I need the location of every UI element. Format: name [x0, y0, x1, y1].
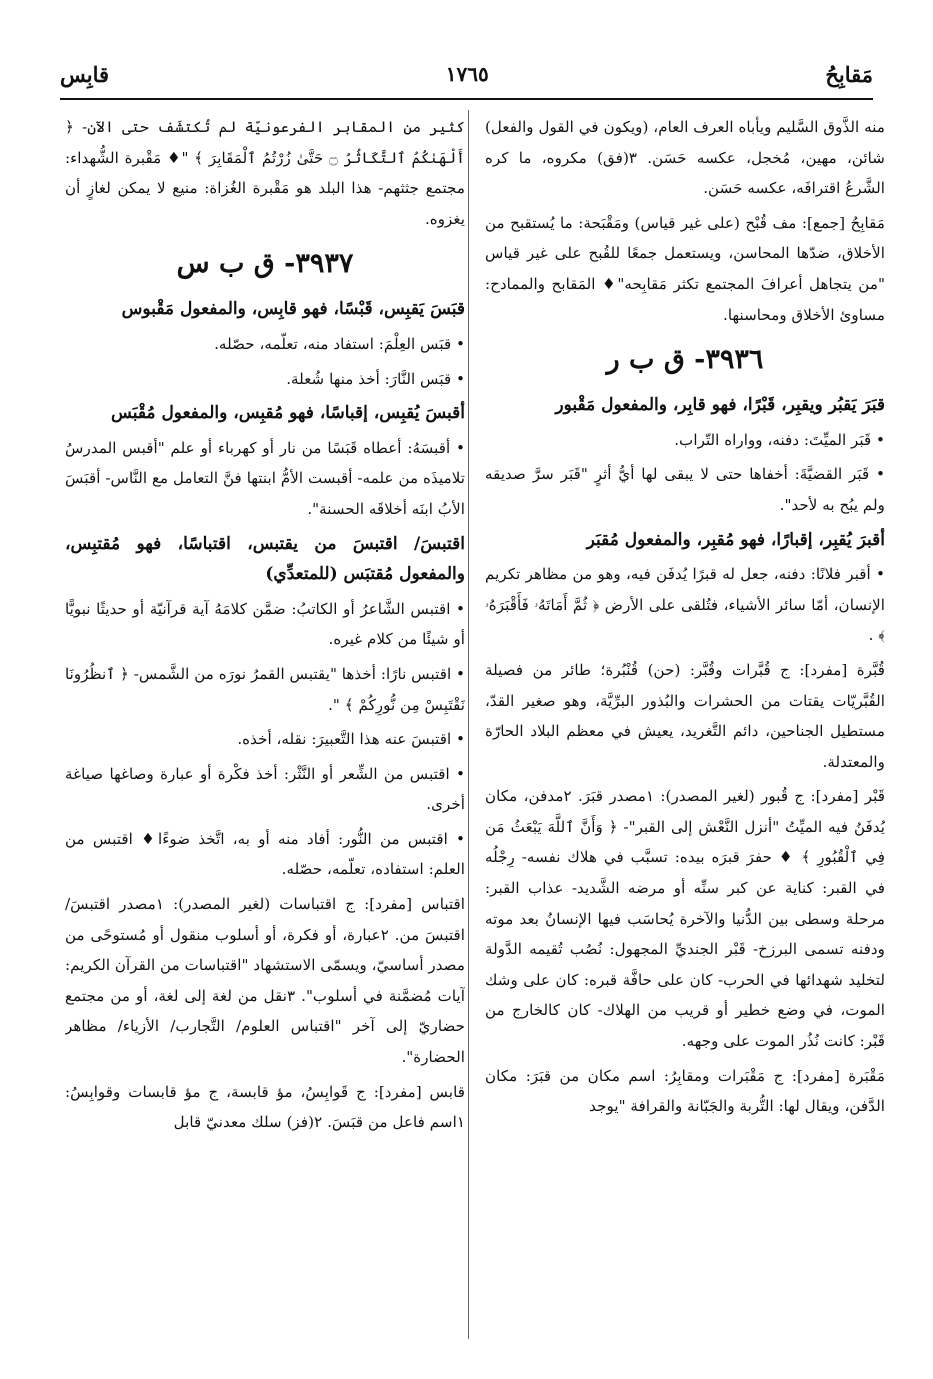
- verb-heading: أقبسَ يُقبِس، إقباسًا، فهو مُقبِس، والمفعول مُقْبَس: [111, 403, 465, 424]
- sense-item: • اقتبس من الشِّعر أو النَّثْر: أخذ فكْرة أو عبارة وصاغها صياغة أخرى.: [65, 764, 465, 814]
- left-column: [65, 112, 465, 1339]
- sense-item: • قَبَر القضيَّةَ: أخفاها حتى لا يبقى لها أيُّ أثرٍ "قَبَر سرَّ صديقه ولم يبُح به لأحد".: [485, 465, 885, 514]
- entry-text: قابس [مفرد]: ج قَوابِسُ، مؤ قابسة، ج مؤ قابسات وقوابِسُ: ١اسم فاعل من قبَسَ. ٢(فز) سلك معدنيّ قابل: [65, 1082, 465, 1132]
- verb-heading: قبَسَ يَقبِس، قَبْسًا، فهو قابِس، والمفعول مَقْبوس: [121, 299, 465, 320]
- page-header: [60, 54, 873, 94]
- header-left-word: قابِس: [60, 61, 110, 87]
- entry-text: مَقْبَرة [مفرد]: ج مَقْبَرات ومقابِرُ: اسم مكان من قبَرَ: مكان الدَّفن، ويقال لها: التُّربة والجَبّانة والقرافة "يوجد: [485, 1066, 885, 1116]
- column-separator: [468, 110, 469, 1339]
- sense-item: • قَبَر الميِّتَ: دفنه، وواراه التّراب.: [674, 430, 885, 449]
- verb-heading: أقبرَ يُقبِر، إقبارًا، فهو مُقبِر، والمفعول مُقبَر: [586, 529, 885, 550]
- entry-text: منه الذَّوق السَّليم ويأباه العرف العام، (ويكون في القول والفعل) شائن، مهين، مُخجل، عكسه حَسَن. ٣(فق) مكروه، ما كره الشَّرعُ اقترافَه، عكسه حَسَن.: [485, 118, 885, 198]
- verb-heading: اقتبسَ/ اقتبسَ من يقتبس، اقتباسًا، فهو مُقتبِس، والمفعول مُقتبَس (للمتعدِّي): [65, 533, 465, 585]
- root-heading: ٣٩٣٧- ق ب س: [176, 248, 354, 280]
- verb-heading: قبَرَ يَقبُر ويقبِر، قَبْرًا، فهو قابِر، والمفعول مَقْبور: [555, 395, 885, 416]
- entry-text: قُبَّرة [مفرد]: ج قُبَّرات وقُبَّر: (حن) قُنْبُرة؛ طائر من فصيلة القُبَّريّات يقتات من الحشرات والبُذور البرِّيَّة، وهو صغير القدّ، مستطيل الجناحين، دائم التَّغريد، يعيش في معظم البلاد الحارّة والمعتدلة.: [485, 660, 885, 771]
- page-number: ١٧٦٥: [445, 62, 489, 86]
- sense-item: • قبَس النَّارَ: أخذ منها شُعلة.: [286, 369, 465, 388]
- sense-item: • اقتبس الشَّاعرُ أو الكاتبُ: ضمَّن كلامَهُ آية قرآنيّة أو حديثًا نبويًّا أو شيئًا من كلام غيره.: [65, 599, 465, 649]
- header-right-word: مَقابِحُ: [825, 61, 873, 87]
- sense-item: • اقتبس نارًا: أخذها "يقتبس القمرُ نورَه من الشَّمس- ﴿ ٱنظُرُونَا نَقْتَبِسْ مِن نُّورِكُمْ ﴾ ".: [65, 664, 465, 714]
- entry-text: اقتباس [مفرد]: ج اقتباسات (لغير المصدر): ١مصدر اقتبسَ/ اقتبسَ من. ٢عبارة، أو فكرة، أو أسلوب منقول أو مُستوحًى من مصدر أساسيّ، ويسمّى الاستشهاد "اقتباسات من القرآن الكريم: آيات مُضمَّنة في أسلوب". ٣نقل من لغة إلى لغة، أو من مجتمع حضاريّ إلى آخر "اقتباس العلوم/ التَّجارب/ الأزياء/ مظاهر الحضارة".: [65, 895, 465, 1067]
- sense-item: • أقبسَهُ: أعطاه قَبَسًا من نار أو كهرباء أو علم "أقبس المدرسُ تلاميذَه من علمه- أقبست الأمُّ ابنتها فنَّ التعامل مع النَّاس- أقبَسَ الأبُ ابنَه أخلاقَه الحسنة".: [65, 438, 465, 518]
- root-heading: ٣٩٣٦- ق ب ر: [606, 344, 764, 376]
- header-rule: [60, 98, 873, 100]
- sense-item: • اقتبس من النُّور: أفاد منه أو به، اتَّخذ ضوءًا♦ اقتبس من العلم: استفاده، تعلّمه، حصّله.: [65, 829, 465, 879]
- sense-item: • أقبر فلانًا: دفنه، جعل له قبرًا يُدفَن فيه، وهو من مظاهر تكريم الإنسان، أمّا سائر الأشياء، فتُلقى على الأرض ﴿ ثُمَّ أَمَاتَهُۥ فَأَقْبَرَهُۥ ﴾ .: [485, 565, 885, 645]
- entry-text: كثير من المقابر الفرعونيّة لم تُكتشَف حتى الآن- ﴿ أَلْهَىٰكُمُ ٱلتَّكَاثُرُ ۝ حَتَّىٰ زُرْتُمُ ٱلْمَقَابِرَ ﴾ "♦ مَقْبرة الشُّهداء: مجتمع جثثهم- هذا البلد هو مَقْبرة الغُزاة: منيع لا يمكن لغازٍ أن يغزوه.: [65, 118, 465, 228]
- entry-text: مَقابِحُ [جمع]: مف قُبْح (على غير قياس) ومَقْبَحة: ما يُستقبح من الأخلاق، ضدّها المحاسن، ويستعمل جمعًا للقُبح على غير قياس "من يتجاهل أعرافَ المجتمع تكثر مَقابِحه"♦ المَقابح والممادح: مساوئ الأخلاق ومحاسنها.: [485, 213, 885, 324]
- sense-item: • قبَس العِلْمَ: استفاد منه، تعلّمه، حصّله.: [214, 334, 465, 353]
- sense-item: • اقتبسَ عنه هذا التَّعبيرَ: نقله، أخذه.: [237, 730, 465, 749]
- entry-text: قَبْر [مفرد]: ج قُبور (لغير المصدر): ١مصدر قبَرَ. ٢مدفن، مكان يُدفَنُ فيه الميِّتُ "أنزل النَّعْش إلى القبر"- ﴿ وَأَنَّ ٱللَّهَ يَبْعَثُ مَن فِي ٱلْقُبُورِ ﴾ ♦ حفرَ قبرَه بيده: تسبَّب في هلاك نفسه- رِجْلُه في القبر: كناية عن كبر سنِّه أو مرضه الشَّديد- عذاب القبر: مرحلة وسطى بين الدُّنيا والآخرة يُحاسَب فيها الإنسانُ بعد موته ودفنه تسمى البرزخ- قَبْر الجنديِّ المجهول: نُصُب تُقيمه الدَّولة لتخليد شهدائها في الحرب- كان على حافَّة قبره: كان على وشك الموت، في وضع خطير أو قريب من الهلاك- كان كالخارج من قَبْر: كانت نُذُر الموت على وجهه.: [485, 787, 885, 1051]
- right-column: [485, 112, 885, 1339]
